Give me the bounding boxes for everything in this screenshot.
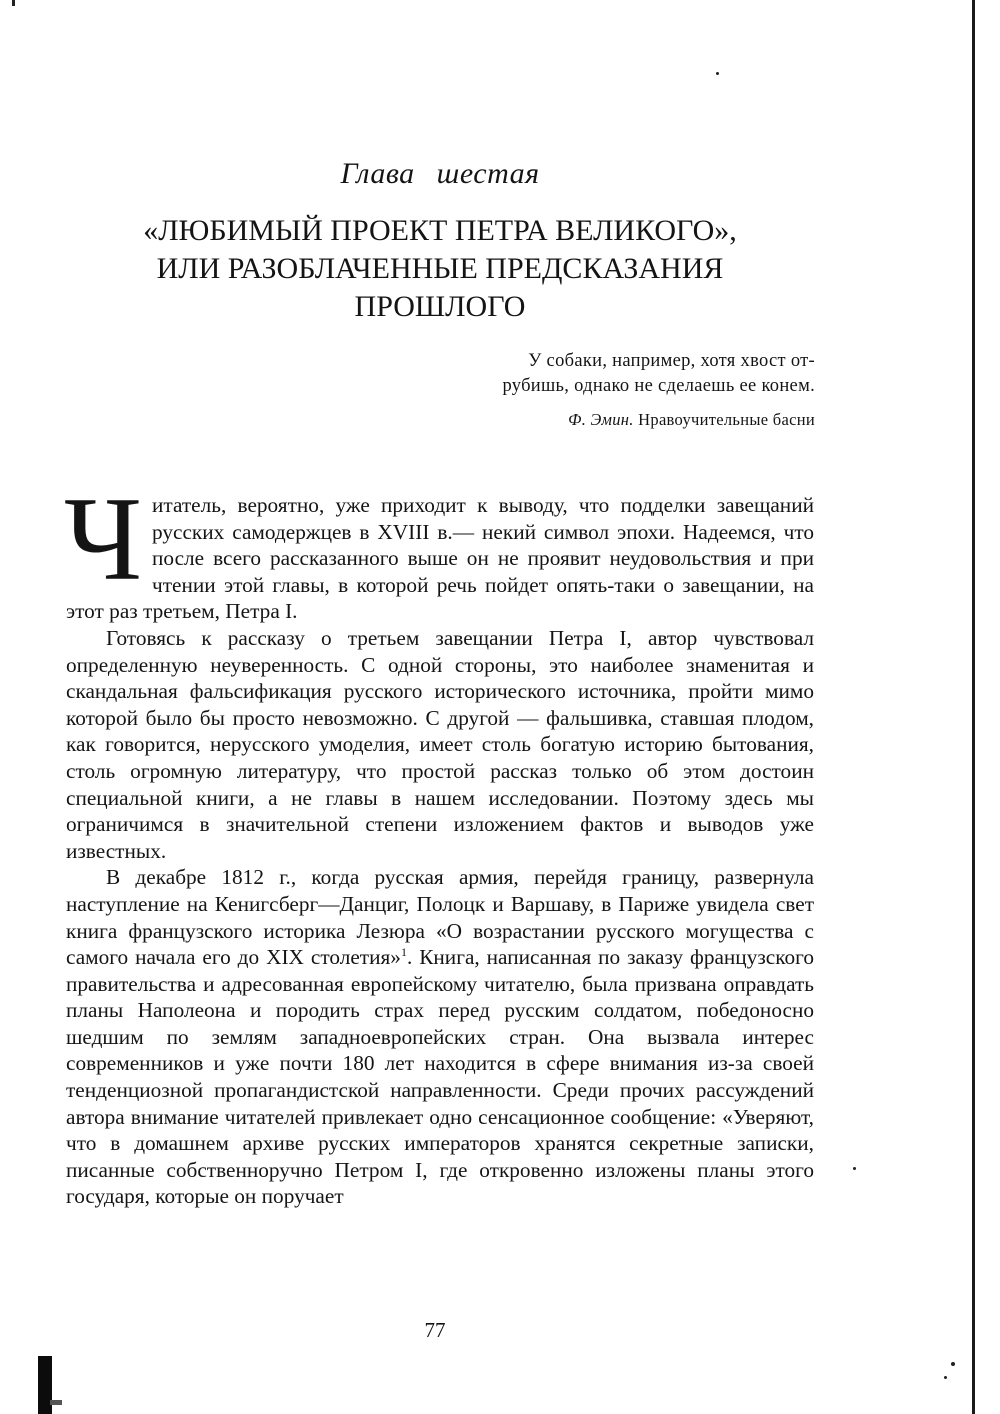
paragraph: Готовясь к рассказу о третьем завещании Петра I, автор чувствовал определенную неуверенность. С одной стороны, это наиболее знаменитая и скандальная фальсификация русского исторического источника, пройти мимо которой было бы просто невозможно. С другой — фальшивка, ставшая плодом, как говорится, нерусского умоделия, имеет столь богатую историю бытования, столь огромную литературу, что простой рассказ только об этом достоин специальной книги, а не главы в нашем исследовании. Поэтому здесь мы ограничимся в значительной степени изложением фактов и выводов уже известных. (66, 625, 814, 863)
scan-speck (944, 1376, 947, 1379)
paragraph-text: итатель, вероятно, уже приходит к выводу, что подделки завещаний русских самодержцев в XVIII в.— некий символ эпохи. Надеемся, что после всего рассказанного выше он не проявит неудовольствия и при чтении этой главы, в которой речь пойдет опять-таки о завещании, на этот раз третьем, Петра I. (66, 493, 814, 624)
paragraph-text: . Книга, написанная по заказу французского правительства и адресованная европейскому читателю, была призвана оправдать планы Наполеона и породить страх перед русским солдатом, победоносно шедшим по землям западноевропейских стран. Она вызвала интерес современников и уже почти 180 лет находится в сфере внимания из-за своей тенденциозной пропагандистской направленности. Среди прочих рассуждений автора внимание читателей привлекает одно сенсационное сообщение: «Уверяют, что в домашнем архиве русских императоров хранятся секретные записки, писанные собственноручно Петром I, где откровенно изложены планы этого государя, которые он поручает (66, 945, 814, 1209)
epigraph-line: рубишь, однако не сделаешь ее конем. (502, 376, 815, 396)
chapter-label: Глава шестая (340, 157, 540, 190)
epigraph-source (385, 407, 815, 432)
chapter-title-line: ИЛИ РАЗОБЛАЧЕННЫЕ ПРЕДСКАЗАНИЯ (156, 252, 724, 285)
paragraph (66, 864, 814, 1210)
drop-cap: Ч (64, 472, 142, 605)
footnote-ref[interactable]: 1 (400, 945, 407, 959)
scan-blot-tail (50, 1400, 62, 1405)
body-text (64, 472, 814, 1210)
chapter-title (60, 212, 820, 326)
scan-blot (38, 1356, 52, 1414)
epigraph-text (385, 349, 815, 399)
page-edge-shadow (972, 0, 975, 1414)
paragraph-text: В декабре 1812 г., когда русская армия, перейдя границу, развернула наступление на Кенигсберг—Данциг, Полоцк и Варшаву, в Париже увидела свет книга французского историка Лезюра «О возрастании русского могущества с самого начала его до XIX столетия» (66, 865, 814, 970)
scan-speck (951, 1362, 955, 1366)
epigraph-line: У собаки, например, хотя хвост от- (528, 351, 815, 371)
chapter-title-line: ПРОШЛОГО (354, 290, 526, 323)
epigraph-author: Ф. Эмин. (568, 410, 634, 429)
scan-speck (716, 72, 719, 75)
page-number: 77 (424, 1318, 446, 1342)
scan-speck (853, 1167, 856, 1170)
chapter-title-line: «ЛЮБИМЫЙ ПРОЕКТ ПЕТРА ВЕЛИКОГО», (143, 214, 737, 247)
epigraph-work: Нравоучительные басни (638, 410, 815, 429)
epigraph (385, 349, 815, 432)
paragraph (64, 472, 814, 625)
scan-mark (12, 0, 15, 6)
